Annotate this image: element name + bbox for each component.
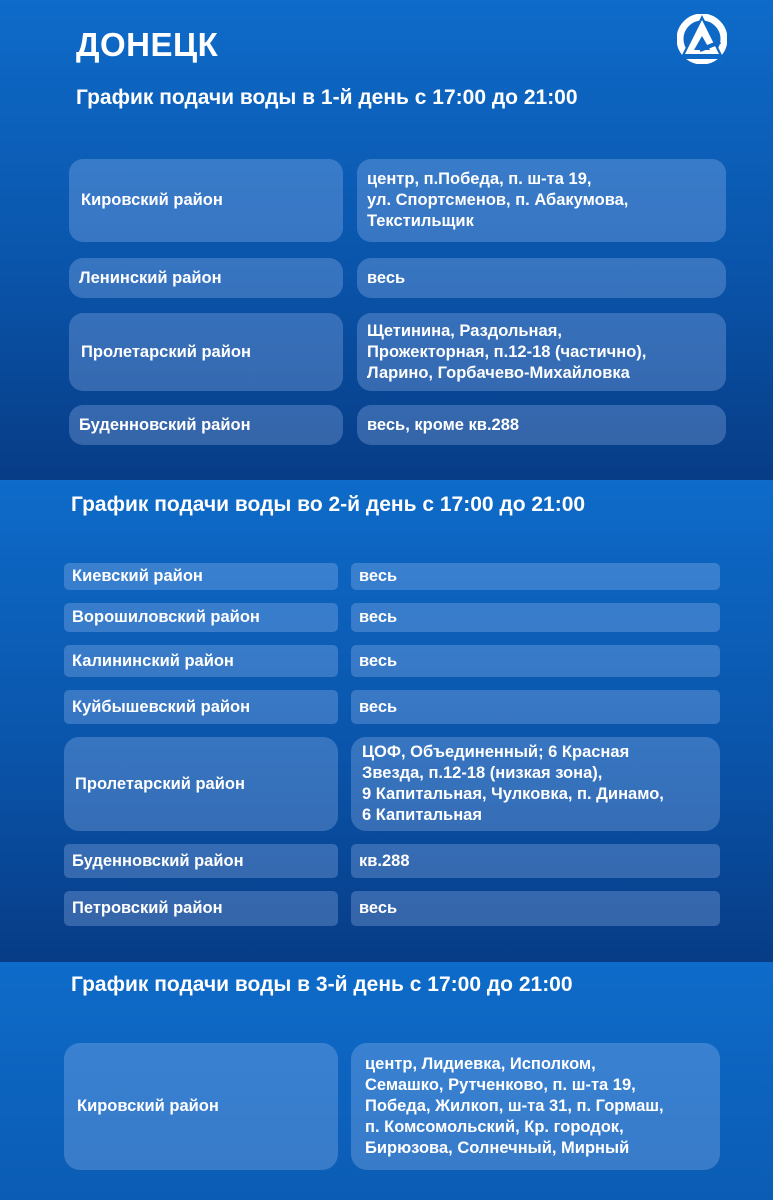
- table-row: [64, 645, 720, 677]
- table-row: [69, 159, 726, 242]
- district-cell: Буденновский район: [69, 405, 343, 445]
- district-cell: Кировский район: [69, 159, 343, 242]
- table-row: [64, 844, 720, 878]
- areas-cell: весь: [357, 258, 726, 298]
- district-cell: Ворошиловский район: [64, 603, 338, 632]
- table-row: [69, 405, 726, 445]
- district-cell: Пролетарский район: [69, 313, 343, 391]
- section-heading: График подачи воды в 3-й день с 17:00 до 21:00: [71, 973, 573, 996]
- table-row: [64, 1043, 720, 1170]
- areas-cell: весь, кроме кв.288: [357, 405, 726, 445]
- areas-cell: ЦОФ, Объединенный; 6 Красная Звезда, п.12-18 (низкая зона), 9 Капитальная, Чулковка, п. Динамо, 6 Капитальная: [351, 737, 720, 831]
- areas-cell: весь: [351, 891, 720, 926]
- table-row: [64, 737, 720, 831]
- areas-cell: центр, Лидиевка, Исполком, Семашко, Рутченково, п. ш-та 19, Победа, Жилкоп, ш-та 31, п. Гормаш, п. Комсомольский, Кр. городок, Бирюзова, Солнечный, Мирный: [351, 1043, 720, 1170]
- schedule-day-2: [0, 480, 773, 962]
- areas-cell: весь: [351, 603, 720, 632]
- areas-cell: центр, п.Победа, п. ш-та 19, ул. Спортсменов, п. Абакумова, Текстильщик: [357, 159, 726, 242]
- schedule-day-1: [0, 0, 773, 480]
- areas-cell: весь: [351, 690, 720, 724]
- areas-cell: весь: [351, 645, 720, 677]
- areas-cell: Щетинина, Раздольная, Прожекторная, п.12-18 (частично), Ларино, Горбачево-Михайловка: [357, 313, 726, 391]
- district-cell: Киевский район: [64, 563, 338, 590]
- company-logo-icon: [677, 14, 727, 64]
- district-cell: Пролетарский район: [64, 737, 338, 831]
- section-heading: График подачи воды в 1-й день с 17:00 до 21:00: [76, 86, 578, 109]
- areas-cell: кв.288: [351, 844, 720, 878]
- district-cell: Буденновский район: [64, 844, 338, 878]
- district-cell: Куйбышевский район: [64, 690, 338, 724]
- table-row: [64, 563, 720, 590]
- page-title: ДОНЕЦК: [76, 26, 219, 63]
- table-row: [64, 603, 720, 632]
- table-row: [64, 891, 720, 926]
- areas-cell: весь: [351, 563, 720, 590]
- district-cell: Ленинский район: [69, 258, 343, 298]
- table-row: [69, 258, 726, 298]
- district-cell: Кировский район: [64, 1043, 338, 1170]
- section-heading: График подачи воды во 2-й день с 17:00 до 21:00: [71, 493, 586, 516]
- district-cell: Калининский район: [64, 645, 338, 677]
- schedule-day-3: [0, 962, 773, 1200]
- table-row: [64, 690, 720, 724]
- table-row: [69, 313, 726, 391]
- district-cell: Петровский район: [64, 891, 338, 926]
